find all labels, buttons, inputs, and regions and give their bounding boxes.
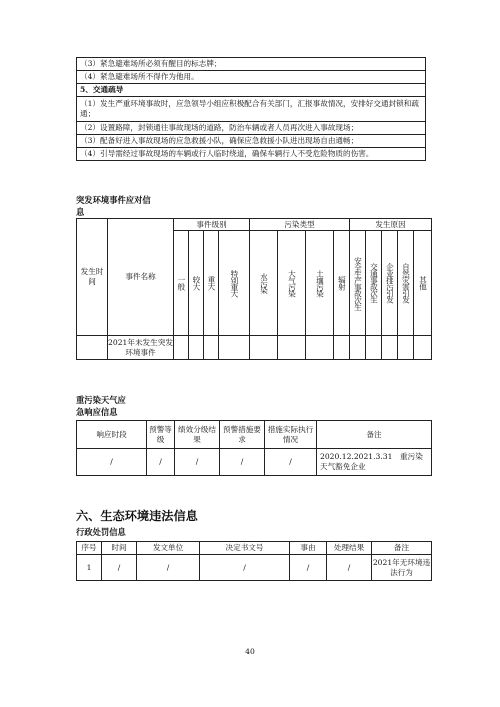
event-name-header: 事件名称 xyxy=(108,219,174,336)
measure-row: （4）紧急避难场所不得作为他用。 xyxy=(77,71,426,84)
pollution-col-header: 辐射 xyxy=(334,231,350,336)
penalty-table xyxy=(76,541,432,581)
pollution-col-header: 大气污染 xyxy=(278,231,306,336)
heavy-header-cell: 预警等级 xyxy=(147,421,175,449)
penalty-section-label: 行政处罚信息 xyxy=(76,527,126,537)
measure-row: 5、交通疏导 xyxy=(77,84,426,97)
measure-row: （3）配备好进入事故现场的应急救援小队，确保应急救援小队进出现场自由通畅； xyxy=(77,135,426,148)
heavy-header-cell: 绩效分级结果 xyxy=(175,421,220,449)
heavy-data-cell: / xyxy=(220,449,265,476)
heavy-data-cell: / xyxy=(77,449,147,476)
level-col-header: 一般 xyxy=(174,231,189,336)
measure-row: （2）设置路障，封锁通往事故现场的道路，防治车辆或者人员再次进入事故现场； xyxy=(77,122,426,135)
cause-col-header: 企业排污引发 xyxy=(382,231,398,336)
level-group-header: 事件级别 xyxy=(174,219,250,231)
penalty-header-cell: 处理结果 xyxy=(327,542,372,555)
heavy-data-cell: / xyxy=(175,449,220,476)
level-col-header: 特别重大 xyxy=(219,231,250,336)
heavy-pollution-table xyxy=(76,420,432,476)
event-row-name: 2021年未发生突发环境事件 xyxy=(108,336,174,360)
heavy-header-cell: 备注 xyxy=(317,421,432,449)
heavy-section-label xyxy=(76,394,126,418)
heavy-section-label-line1: 重污染天气应 xyxy=(76,395,126,405)
cause-col-header: 自然灾害引发 xyxy=(398,231,414,336)
penalty-data-cell: / xyxy=(137,555,200,581)
emergency-event-table xyxy=(76,218,432,360)
penalty-header-cell: 备注 xyxy=(372,542,432,555)
heavy-data-cell: / xyxy=(147,449,175,476)
heavy-header-cell: 预警措施要求 xyxy=(220,421,265,449)
event-section-label-line1: 突发环境事件应对信 xyxy=(76,195,151,205)
measure-row: （1）发生严重环境事故时，应急领导小组应积极配合有关部门，汇报事故情况，安排好交通封锁和疏通； xyxy=(77,97,426,122)
penalty-data-cell: 1 xyxy=(77,555,102,581)
heavy-section-label-line2: 急响应信息 xyxy=(76,407,118,417)
penalty-header-cell: 决定书文号 xyxy=(200,542,290,555)
pollution-col-header: 土壤污染 xyxy=(306,231,334,336)
pollution-col-header: 水污染 xyxy=(250,231,278,336)
level-col-header: 重大 xyxy=(204,231,219,336)
level-col-header: 较大 xyxy=(189,231,204,336)
cause-col-header: 其他 xyxy=(414,231,432,336)
cause-col-header: 交通事故次生 xyxy=(366,231,382,336)
event-section-label-line2: 息 xyxy=(76,207,85,217)
page-number: 40 xyxy=(245,647,255,656)
heavy-header-cell: 响应时段 xyxy=(77,421,147,449)
penalty-data-cell: / xyxy=(200,555,290,581)
heavy-data-cell: / xyxy=(265,449,317,476)
measure-row: （4）引导需经过事故现场的车辆或行人临时绕道，确保车辆行人不受危险物质的伤害。 xyxy=(77,148,426,161)
pollution-group-header: 污染类型 xyxy=(250,219,350,231)
penalty-data-cell: / xyxy=(102,555,137,581)
event-row-time xyxy=(77,336,108,360)
penalty-data-cell: 2021年无环境违法行为 xyxy=(372,555,432,581)
event-section-label xyxy=(76,194,151,218)
event-time-header: 发生时间 xyxy=(77,219,108,336)
measure-row: （3）紧急避难场所必须有醒目的标志牌； xyxy=(77,58,426,71)
emergency-measures-table xyxy=(76,57,426,161)
penalty-header-cell: 时间 xyxy=(102,542,137,555)
penalty-header-cell: 序号 xyxy=(77,542,102,555)
penalty-header-cell: 发文单位 xyxy=(137,542,200,555)
penalty-header-cell: 事由 xyxy=(290,542,327,555)
heavy-header-cell: 措施实际执行情况 xyxy=(265,421,317,449)
penalty-data-cell: / xyxy=(290,555,327,581)
heavy-data-cell: 2020.12.2021.3.31 重污染天气豁免企业 xyxy=(317,449,432,476)
penalty-data-cell: / xyxy=(327,555,372,581)
cause-col-header: 安全生产事故次生 xyxy=(350,231,366,336)
cause-group-header: 发生原因 xyxy=(350,219,432,231)
section-heading: 六、生态环境违法信息 xyxy=(76,509,198,523)
